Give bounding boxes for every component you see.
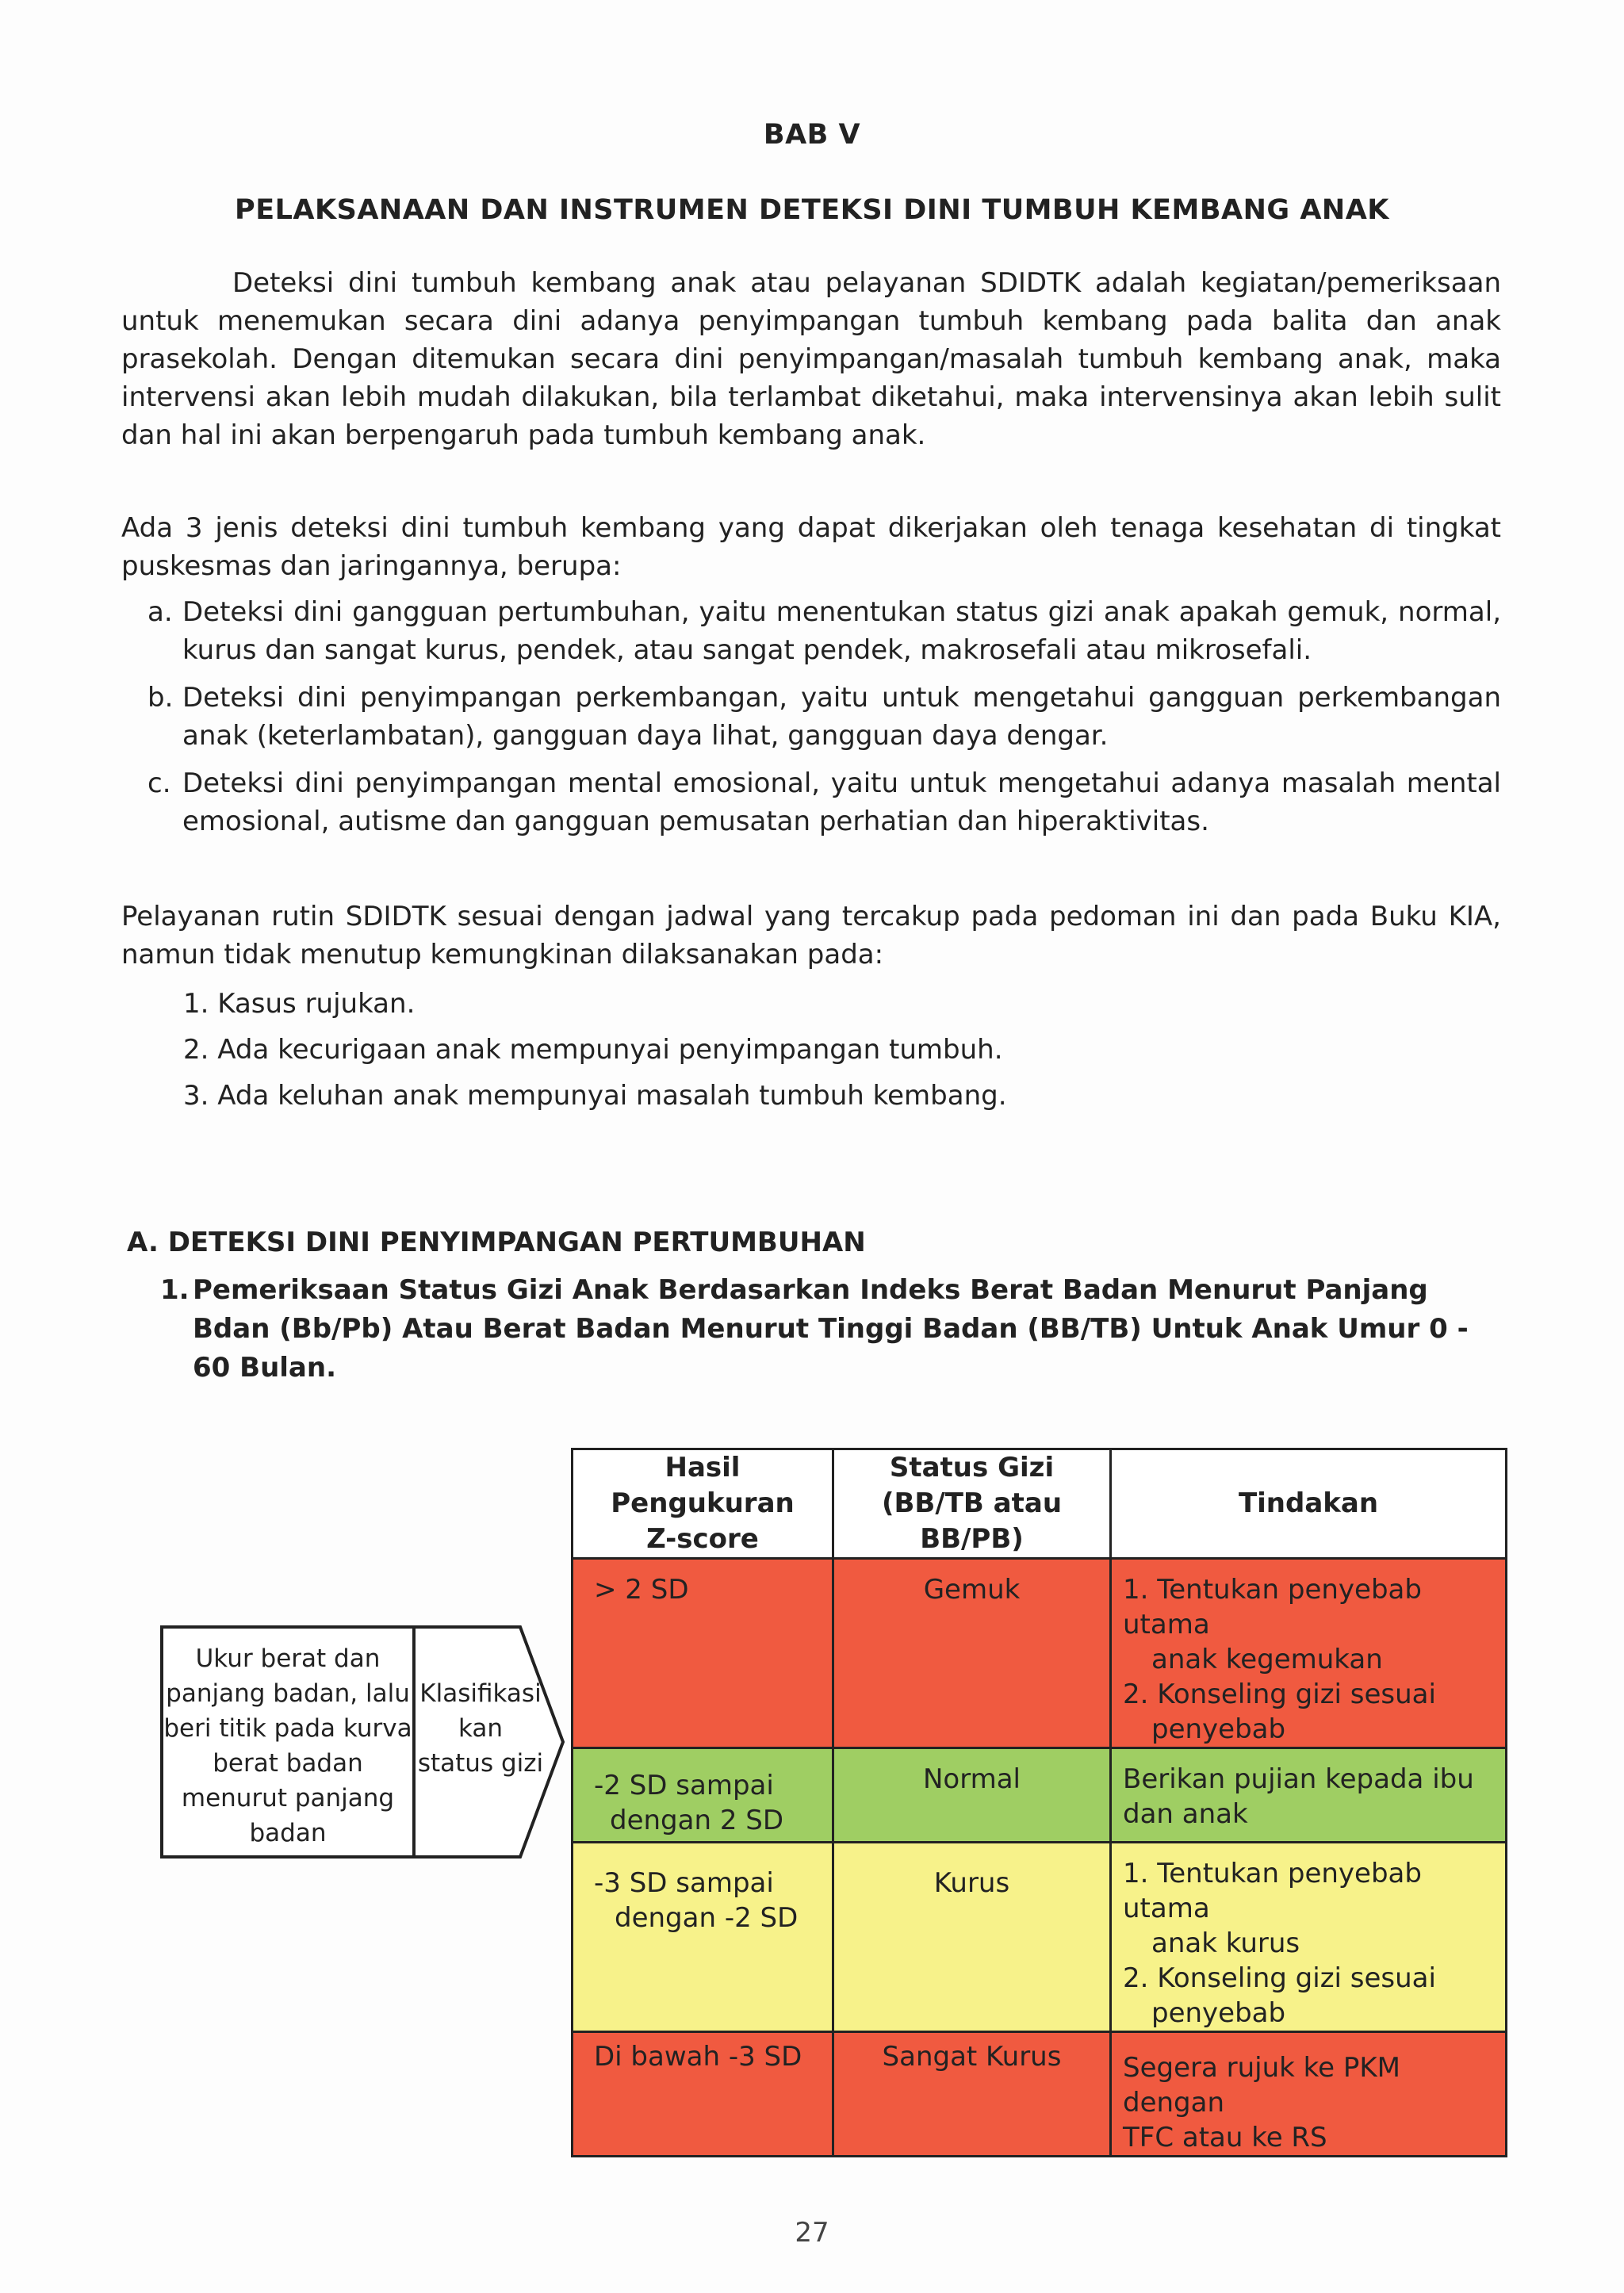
cell-status: Normal: [833, 1748, 1111, 1843]
header-line: (BB/TB atau BB/PB): [881, 1487, 1063, 1555]
cell-line: penyebab: [1151, 1997, 1286, 2029]
jenis-intro-text: Ada 3 jenis deteksi dini tumbuh kembang yang dapat dikerjakan oleh tenaga kesehatan di tingkat puskesmas dan jaringannya, berupa:: [121, 512, 1501, 582]
list-item: 2. Ada kecurigaan anak mempunyai penyimpangan tumbuh.: [183, 1034, 1003, 1066]
list-item: [147, 764, 1501, 840]
flow-line: panjang badan, lalu: [166, 1679, 410, 1708]
cell-action: [1111, 1843, 1507, 2032]
cell-line: anak kurus: [1151, 1927, 1300, 1959]
header-line: Hasil Pengukuran: [611, 1452, 795, 1519]
list-marker: a.: [147, 596, 173, 628]
cell-line: -3 SD sampai: [594, 1867, 774, 1899]
table-row: [573, 1843, 1507, 2032]
cell-line: dan anak: [1123, 1798, 1248, 1830]
cell-action: [1111, 1748, 1507, 1843]
header-line: Tindakan: [1238, 1487, 1379, 1519]
cell-action: [1111, 2032, 1507, 2157]
layanan-paragraph: [121, 898, 1501, 974]
list-item-text: Deteksi dini gangguan pertumbuhan, yaitu menentukan status gizi anak apakah gemuk, normal, kurus dan sangat kurus, pendek, atau sangat pendek, makrosefali atau mikrosefali.: [182, 596, 1501, 666]
list-item: [147, 593, 1501, 669]
subsection-heading: [160, 1271, 1508, 1388]
table-row: [573, 1748, 1507, 1843]
cell-line: dengan -2 SD: [615, 1902, 799, 1934]
cell-line: 2. Konseling gizi sesuai: [1123, 1679, 1436, 1710]
cell-action: [1111, 1559, 1507, 1748]
chapter-title: PELAKSANAAN DAN INSTRUMEN DETEKSI DINI TUMBUH KEMBANG ANAK: [235, 194, 1389, 226]
jenis-list: [147, 593, 1501, 850]
header-zscore: [573, 1449, 833, 1559]
flow-line: menurut panjang: [181, 1784, 395, 1813]
layanan-intro-text: Pelayanan rutin SDIDTK sesuai dengan jadwal yang tercakup pada pedoman ini dan pada Buku KIA, namun tidak menutup kemungkinan dilaksanakan pada:: [121, 901, 1501, 970]
cell-line: TFC atau ke RS: [1123, 2122, 1327, 2153]
layanan-list: [183, 981, 1007, 1119]
header-action: [1111, 1449, 1507, 1559]
cell-line: Di bawah -3 SD: [594, 2041, 802, 2073]
flow-box-measure-text: [162, 1641, 414, 1851]
list-marker: c.: [147, 768, 171, 799]
flow-line: badan: [249, 1819, 327, 1847]
list-marker: b.: [147, 682, 174, 714]
cell-line: -2 SD sampai: [594, 1770, 774, 1801]
intro-text: Deteksi dini tumbuh kembang anak atau pelayanan SDIDTK adalah kegiatan/pemeriksaan untuk menemukan secara dini adanya penyimpangan tumbuh kembang pada balita dan anak prasekolah. Dengan ditemukan secara dini penyimpangan/masalah tumbuh kembang anak, maka intervensi akan lebih mudah dilakukan, bila terlambat diketahui, maka intervensinya akan lebih sulit dan hal ini akan berpengaruh pada tumbuh kembang anak.: [121, 267, 1501, 451]
flow-arrow-classify-text: [417, 1676, 544, 1781]
cell-line: 1. Tentukan penyebab utama: [1123, 1858, 1422, 1924]
subsection-text: Pemeriksaan Status Gizi Anak Berdasarkan Indeks Berat Badan Menurut Panjang Bdan (Bb/Pb) Atau Berat Badan Menurut Tinggi Badan (BB/TB) Untuk Anak Umur 0 - 60 Bulan.: [193, 1274, 1469, 1384]
list-item: 3. Ada keluhan anak mempunyai masalah tumbuh kembang.: [183, 1080, 1007, 1112]
flow-line: kan: [458, 1714, 504, 1743]
zscore-table: [571, 1448, 1507, 2157]
cell-line: 2. Konseling gizi sesuai: [1123, 1962, 1436, 1994]
flow-line: Klasifikasi: [419, 1679, 542, 1708]
flow-line: Ukur berat dan: [195, 1644, 381, 1673]
cell-zscore: [573, 1559, 833, 1748]
cell-line: Segera rujuk ke PKM dengan: [1123, 2052, 1400, 2119]
table-header-row: [573, 1449, 1507, 1559]
cell-zscore: [573, 2032, 833, 2157]
cell-line: penyebab: [1151, 1713, 1286, 1745]
intro-paragraph: [121, 264, 1501, 454]
list-item: [147, 679, 1501, 755]
flow-line: status gizi: [417, 1749, 544, 1778]
table-row: [573, 1559, 1507, 1748]
section-heading: A. DETEKSI DINI PENYIMPANGAN PERTUMBUHAN: [127, 1227, 866, 1258]
cell-line: dengan 2 SD: [610, 1805, 784, 1836]
list-item-text: Deteksi dini penyimpangan mental emosional, yaitu untuk mengetahui adanya masalah mental emosional, autisme dan gangguan pemusatan perhatian dan hiperaktivitas.: [182, 768, 1501, 837]
page-number: 27: [795, 2217, 829, 2249]
cell-zscore: [573, 1843, 833, 2032]
list-item-text: Deteksi dini penyimpangan perkembangan, yaitu untuk mengetahui gangguan perkembangan anak (keterlambatan), gangguan daya lihat, gangguan daya dengar.: [182, 682, 1501, 752]
cell-line: anak kegemukan: [1151, 1644, 1383, 1675]
header-status: [833, 1449, 1111, 1559]
cell-line: Berikan pujian kepada ibu: [1123, 1763, 1474, 1795]
table-row: [573, 2032, 1507, 2157]
cell-status: Sangat Kurus: [833, 2032, 1111, 2157]
chapter-label: BAB V: [763, 119, 861, 151]
header-line: Z-score: [646, 1523, 759, 1555]
header-line: Status Gizi: [889, 1452, 1055, 1483]
list-item: 1. Kasus rujukan.: [183, 988, 416, 1020]
jenis-paragraph: [121, 509, 1501, 585]
flow-line: berat badan: [213, 1749, 363, 1778]
cell-zscore: [573, 1748, 833, 1843]
cell-status: Kurus: [833, 1843, 1111, 2032]
subsection-marker: 1.: [160, 1274, 190, 1306]
cell-status: Gemuk: [833, 1559, 1111, 1748]
cell-line: 1. Tentukan penyebab utama: [1123, 1574, 1422, 1640]
cell-line: > 2 SD: [594, 1574, 689, 1606]
flow-line: beri titik pada kurva: [163, 1714, 412, 1743]
